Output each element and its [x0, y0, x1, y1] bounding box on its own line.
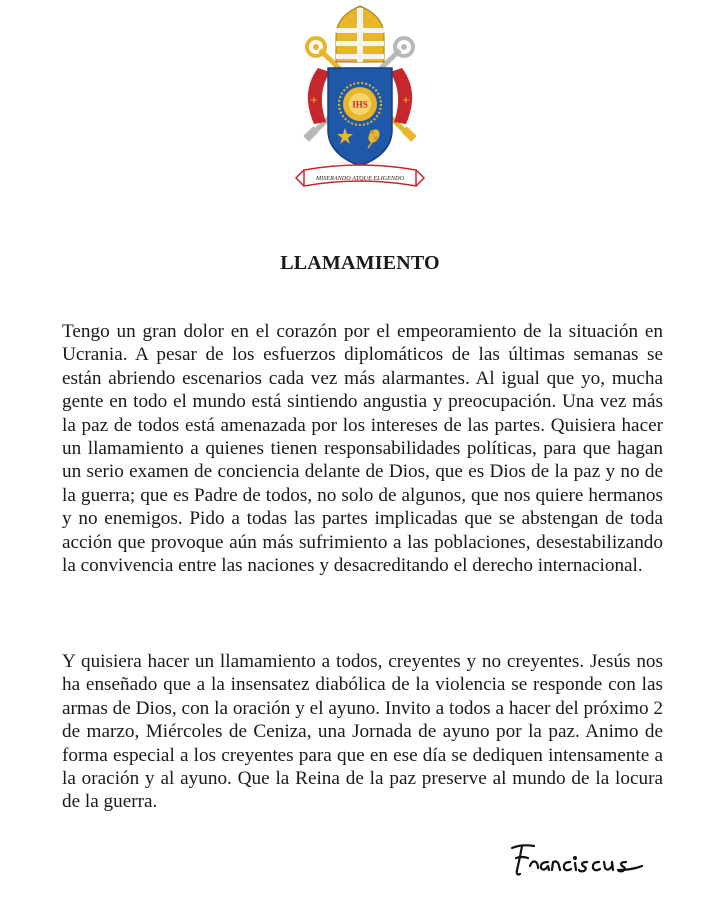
signature-franciscus	[508, 840, 678, 888]
paragraph-1: Tengo un gran dolor en el corazón por el empeoramiento de la situación en Ucrania. A pesar de los esfuerzos diplomáticos de las últimas semanas se están abriendo escenarios cada vez más alarmantes. Al igual que yo, mucha gente en todo el mundo está sintiendo angustia y preocupación. Una vez más la paz de todos está amenazada por los intereses de las partes. Quisiera hacer un llamamiento a quienes tienen responsabilidades políticas, para que hagan un serio examen de conciencia delante de Dios, que es Dios de la paz y no de la guerra; que es Padre de todos, no solo de algunos, que nos quiere hermanos y no enemigos. Pido a todas las partes implicadas que se abstengan de toda acción que provoque aún más sufrimiento a las poblaciones, desestabilizando la convivencia entre las naciones y desacreditando el derecho internacional.	[62, 321, 663, 577]
paragraph-2: Y quisiera hacer un llamamiento a todos, creyentes y no creyentes. Jesús nos ha enseñado que a la insensatez diabólica de la violencia se responde con las armas de Dios, con la oración y el ayuno. Invito a todos a hacer del próximo 2 de marzo, Miércoles de Ceniza, una Jornada de ayuno por la paz. Animo de forma especial a los creyentes para que en ese día se dediquen intensamente a la oración y al ayuno. Que la Reina de la paz preserve al mundo de la locura de la guerra.	[62, 651, 663, 813]
papal-coat-of-arms	[290, 2, 430, 198]
motto-scroll	[296, 165, 424, 186]
svg-text:+: +	[401, 95, 411, 106]
monogram-ihs: IHS	[352, 99, 368, 110]
mitre-icon	[336, 6, 384, 62]
motto-text: MISERANDO ATQUE ELIGENDO	[316, 175, 404, 182]
document-title: LLAMAMIENTO	[280, 252, 440, 274]
svg-text:+: +	[309, 95, 319, 106]
shield-icon	[328, 68, 392, 166]
